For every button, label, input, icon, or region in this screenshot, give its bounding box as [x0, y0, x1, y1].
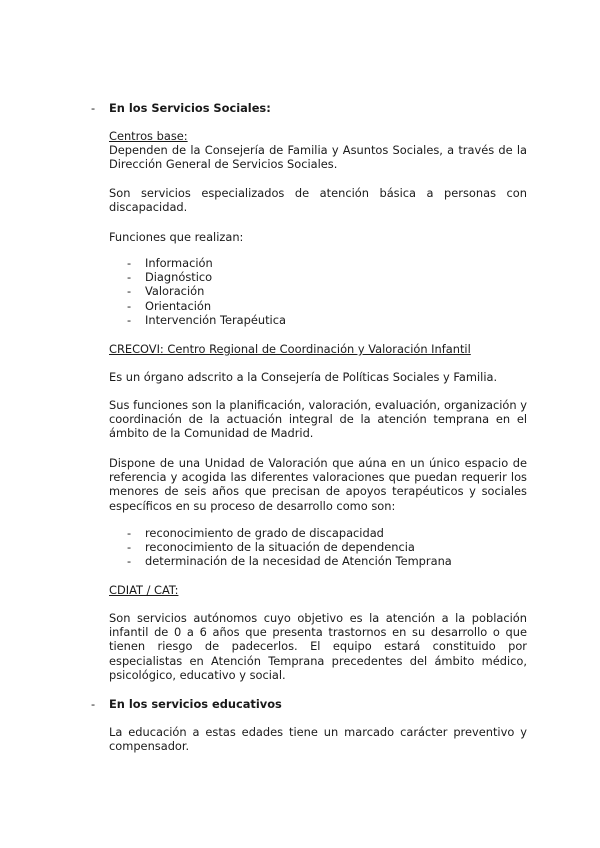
paragraph-crecovi-1: Es un órgano adscrito a la Consejería de Políticas Sociales y Familia.	[109, 370, 498, 384]
paragraph-servicios-educativos: La educación a estas edades tiene un marcado carácter preventivo y compensador.	[109, 725, 527, 754]
subheading-centros-base: Centros base:	[109, 129, 188, 143]
paragraph-crecovi-2: Sus funciones son la planificación, valoración, evaluación, organización y coordinación de la actuación integral de la atención temprana en el ámbito de la Comunidad de Madrid.	[109, 398, 527, 441]
subheading-crecovi: CRECOVI: Centro Regional de Coordinación y Valoración Infantil	[109, 342, 471, 356]
section-heading-servicios-educativos: En los servicios educativos	[109, 697, 282, 711]
paragraph-centros-base-2: Son servicios especializados de atención básica a personas con discapacidad.	[109, 186, 527, 215]
section-bullet: -	[91, 697, 96, 711]
document-page: - En los Servicios Sociales: Centros base: Dependen de la Consejería de Familia y Asuntos Sociales, a través de la Dirección General de Servicios Sociales. Son servicios especializados de atención básica a personas con discapacidad. Funciones que realizan: - Información - Diagnóstico - Valoración - Orientación - Intervención Terapéutica CRECOVI: Centro Regional de Coordinación y Valoración Infantil Es un órgano adscrito a la Consejería de Políticas Sociales y Familia. Sus funciones son la planificación, valoración, evaluación, organización y coordinación de la actuación integral de la atención temprana en el ámbito de la Comunidad de Madrid. Dispone de una Unidad de Valoración que aúna en un único espacio de referencia y acogida las diferentes valoraciones que puedan requerir los menores de seis años que precisan de apoyos terapéuticos y sociales específicos en su proceso de desarrollo como son: - reconocimiento de grado de discapacidad - reconocimiento de la situación de dependencia - determinación de la necesidad de Atención Temprana CDIAT / CAT: Son servicios autónomos cuyo objetivo es la atención a la población infantil de 0 a 6 años que presenta trastornos en su desarrollo o que tienen riesgo de padecerlos. El equipo estará constituido por especialistas en Atención Temprana precedentes del ámbito médico, psicológico, educativo y social. - En los servicios educativos La educación a estas edades tiene un marcado carácter preventivo y compensador.	[91, 101, 527, 754]
paragraph-crecovi-3: Dispone de una Unidad de Valoración que aúna en un único espacio de referencia y acogida las diferentes valoraciones que puedan requerir los menores de seis años que precisan de apoyos terapéuticos y sociales específicos en su proceso de desarrollo como son:	[109, 456, 527, 513]
subheading-cdiat: CDIAT / CAT:	[109, 583, 179, 597]
section-heading-servicios-sociales: En los Servicios Sociales:	[109, 101, 271, 115]
funciones-label: Funciones que realizan:	[109, 230, 244, 244]
paragraph-centros-base-1: Dependen de la Consejería de Familia y Asuntos Sociales, a través de la Dirección General de Servicios Sociales.	[109, 143, 527, 172]
section-bullet: -	[91, 101, 96, 115]
paragraph-cdiat: Son servicios autónomos cuyo objetivo es la atención a la población infantil de 0 a 6 años que presenta trastornos en su desarrollo o que tienen riesgo de padecerlos. El equipo estará constituido por especialistas en Atención Temprana precedentes del ámbito médico, psicológico, educativo y social.	[109, 611, 527, 682]
